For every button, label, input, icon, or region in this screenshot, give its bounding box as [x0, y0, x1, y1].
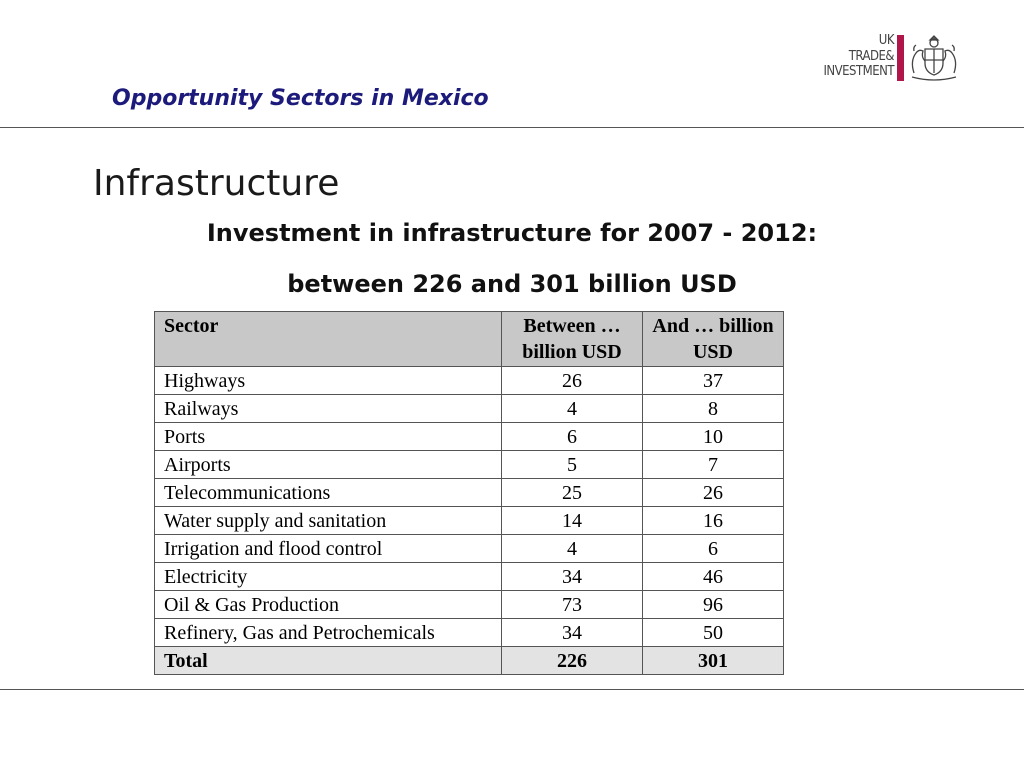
- page-heading: Infrastructure: [93, 163, 340, 204]
- between-value-cell: 26: [502, 367, 643, 395]
- total-label-cell: Total: [155, 647, 502, 675]
- sector-cell: Ports: [155, 423, 502, 451]
- table-total-row: [155, 647, 784, 675]
- footer-divider: [0, 689, 1024, 690]
- between-value-cell: 25: [502, 479, 643, 507]
- sector-cell: Electricity: [155, 563, 502, 591]
- and-value-cell: 16: [643, 507, 784, 535]
- subheading-line2: between 226 and 301 billion USD: [287, 270, 737, 298]
- sector-cell: Water supply and sanitation: [155, 507, 502, 535]
- table-row: [155, 423, 784, 451]
- between-value-cell: 5: [502, 451, 643, 479]
- and-value-cell: 26: [643, 479, 784, 507]
- between-value-cell: 4: [502, 535, 643, 563]
- total-between-cell: 226: [502, 647, 643, 675]
- sector-cell: Oil & Gas Production: [155, 591, 502, 619]
- table-row: [155, 591, 784, 619]
- sector-cell: Railways: [155, 395, 502, 423]
- and-value-cell: 37: [643, 367, 784, 395]
- total-and-cell: 301: [643, 647, 784, 675]
- column-header-and: And … billion USD: [643, 312, 784, 367]
- sector-cell: Highways: [155, 367, 502, 395]
- between-value-cell: 6: [502, 423, 643, 451]
- table-row: [155, 563, 784, 591]
- and-value-cell: 10: [643, 423, 784, 451]
- and-value-cell: 50: [643, 619, 784, 647]
- and-value-cell: 96: [643, 591, 784, 619]
- table-row: [155, 367, 784, 395]
- and-value-cell: 46: [643, 563, 784, 591]
- between-value-cell: 73: [502, 591, 643, 619]
- logo-text-trade: TRADE&: [848, 49, 894, 64]
- table-row: [155, 395, 784, 423]
- sector-cell: Refinery, Gas and Petrochemicals: [155, 619, 502, 647]
- and-value-cell: 7: [643, 451, 784, 479]
- table-body: [155, 367, 784, 675]
- table-row: [155, 535, 784, 563]
- logo-bar: [897, 35, 904, 81]
- table-row: [155, 479, 784, 507]
- sector-cell: Irrigation and flood control: [155, 535, 502, 563]
- investment-table: [154, 311, 784, 675]
- and-value-cell: 8: [643, 395, 784, 423]
- sector-cell: Telecommunications: [155, 479, 502, 507]
- sector-cell: Airports: [155, 451, 502, 479]
- column-header-between: Between … billion USD: [502, 312, 643, 367]
- between-value-cell: 34: [502, 619, 643, 647]
- logo-text-investment: INVESTMENT: [823, 64, 894, 79]
- subheading-line1: Investment in infrastructure for 2007 - 2012:: [206, 219, 818, 247]
- between-value-cell: 34: [502, 563, 643, 591]
- between-value-cell: 4: [502, 395, 643, 423]
- table-header-row: [155, 312, 784, 367]
- royal-coat-of-arms-icon: [906, 33, 962, 83]
- ukti-logo: [800, 33, 965, 85]
- section-title: Opportunity Sectors in Mexico: [112, 86, 489, 111]
- logo-text-uk: UK: [878, 33, 894, 48]
- between-value-cell: 14: [502, 507, 643, 535]
- column-header-sector: Sector: [155, 312, 502, 367]
- table-row: [155, 619, 784, 647]
- table-row: [155, 507, 784, 535]
- header-divider: [0, 127, 1024, 128]
- and-value-cell: 6: [643, 535, 784, 563]
- table-row: [155, 451, 784, 479]
